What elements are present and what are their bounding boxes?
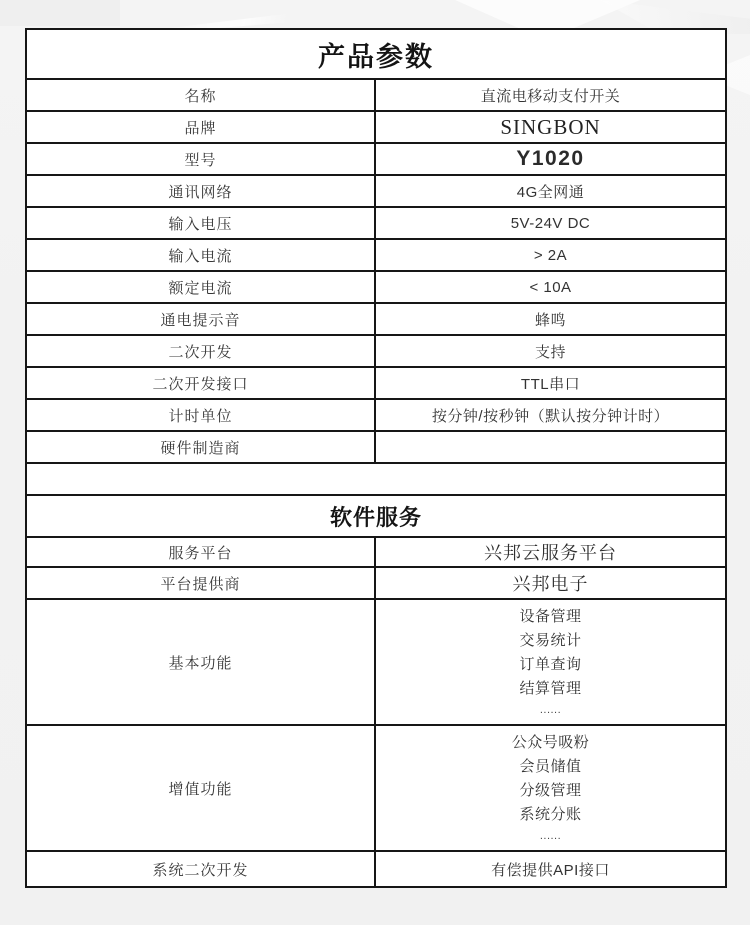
spec-value-empty [376,432,725,462]
spec-row-model [27,142,725,174]
list-line: 分级管理 [519,782,582,799]
spec-row-value-added-functions [27,724,725,850]
product-spec-table [25,28,727,888]
spec-label: 基本功能 [27,600,376,724]
list-line: 设备管理 [519,608,582,625]
spec-value-provider: 兴邦电子 [512,574,589,594]
spec-label: 系统二次开发 [27,852,376,886]
spec-value-platform: 兴邦云服务平台 [484,543,617,563]
list-line: 结算管理 [519,680,582,697]
spec-row-input-current [27,238,725,270]
spec-row-network [27,174,725,206]
spec-row-timing-unit [27,398,725,430]
spec-row-basic-functions [27,598,725,724]
spec-label: 型号 [27,144,376,174]
spec-value: 支持 [534,343,566,361]
spec-value-model: Y1020 [516,147,585,170]
spec-label: 通讯网络 [27,176,376,206]
spec-row-name [27,78,725,110]
spec-row-platform-provider [27,566,725,598]
spec-row-dev-interface [27,366,725,398]
software-section-title: 软件服务 [329,504,422,530]
spec-value-list [376,726,725,850]
spec-value: 有偿提供API接口 [491,861,610,879]
list-line: 订单查询 [519,656,582,673]
spec-value: 直流电移动支付开关 [480,87,621,105]
product-section-header [27,30,725,78]
spec-value: 按分钟/按秒钟（默认按分钟计时） [431,407,670,425]
spec-value: < 10A [529,278,572,296]
list-line: 会员储值 [519,758,582,775]
spec-label: 二次开发接口 [27,368,376,398]
spec-row-service-platform [27,536,725,566]
spacer-cell [27,464,725,494]
spacer-row [27,462,725,494]
spec-row-system-secondary-dev [27,850,725,886]
spec-value: 5V-24V DC [510,214,591,232]
product-section-title: 产品参数 [318,41,434,72]
spec-value-brand: SINGBON [500,114,601,139]
spec-row-input-voltage [27,206,725,238]
spec-label: 通电提示音 [27,304,376,334]
software-section-header [27,494,725,536]
spec-value: > 2A [533,246,568,264]
spec-label: 服务平台 [27,538,376,566]
spec-row-secondary-dev [27,334,725,366]
spec-label: 输入电流 [27,240,376,270]
spec-value: 蜂鸣 [534,311,566,329]
spec-row-beep [27,302,725,334]
spec-label: 品牌 [27,112,376,142]
spec-value: 4G全网通 [516,183,585,201]
spec-label: 二次开发 [27,336,376,366]
list-line: 系统分账 [519,806,582,823]
background-shard [0,0,120,26]
ellipsis-line: ...... [539,704,562,716]
spec-row-hardware-maker [27,430,725,462]
list-line: 公众号吸粉 [511,734,590,751]
spec-label: 增值功能 [27,726,376,850]
spec-label: 名称 [27,80,376,110]
list-line: 交易统计 [519,632,582,649]
spec-value: TTL串口 [520,375,581,393]
ellipsis-line: ...... [539,830,562,842]
spec-label: 平台提供商 [27,568,376,598]
spec-row-rated-current [27,270,725,302]
spec-row-brand [27,110,725,142]
spec-label: 额定电流 [27,272,376,302]
spec-value-list [376,600,725,724]
spec-label: 计时单位 [27,400,376,430]
spec-label: 硬件制造商 [27,432,376,462]
spec-label: 输入电压 [27,208,376,238]
